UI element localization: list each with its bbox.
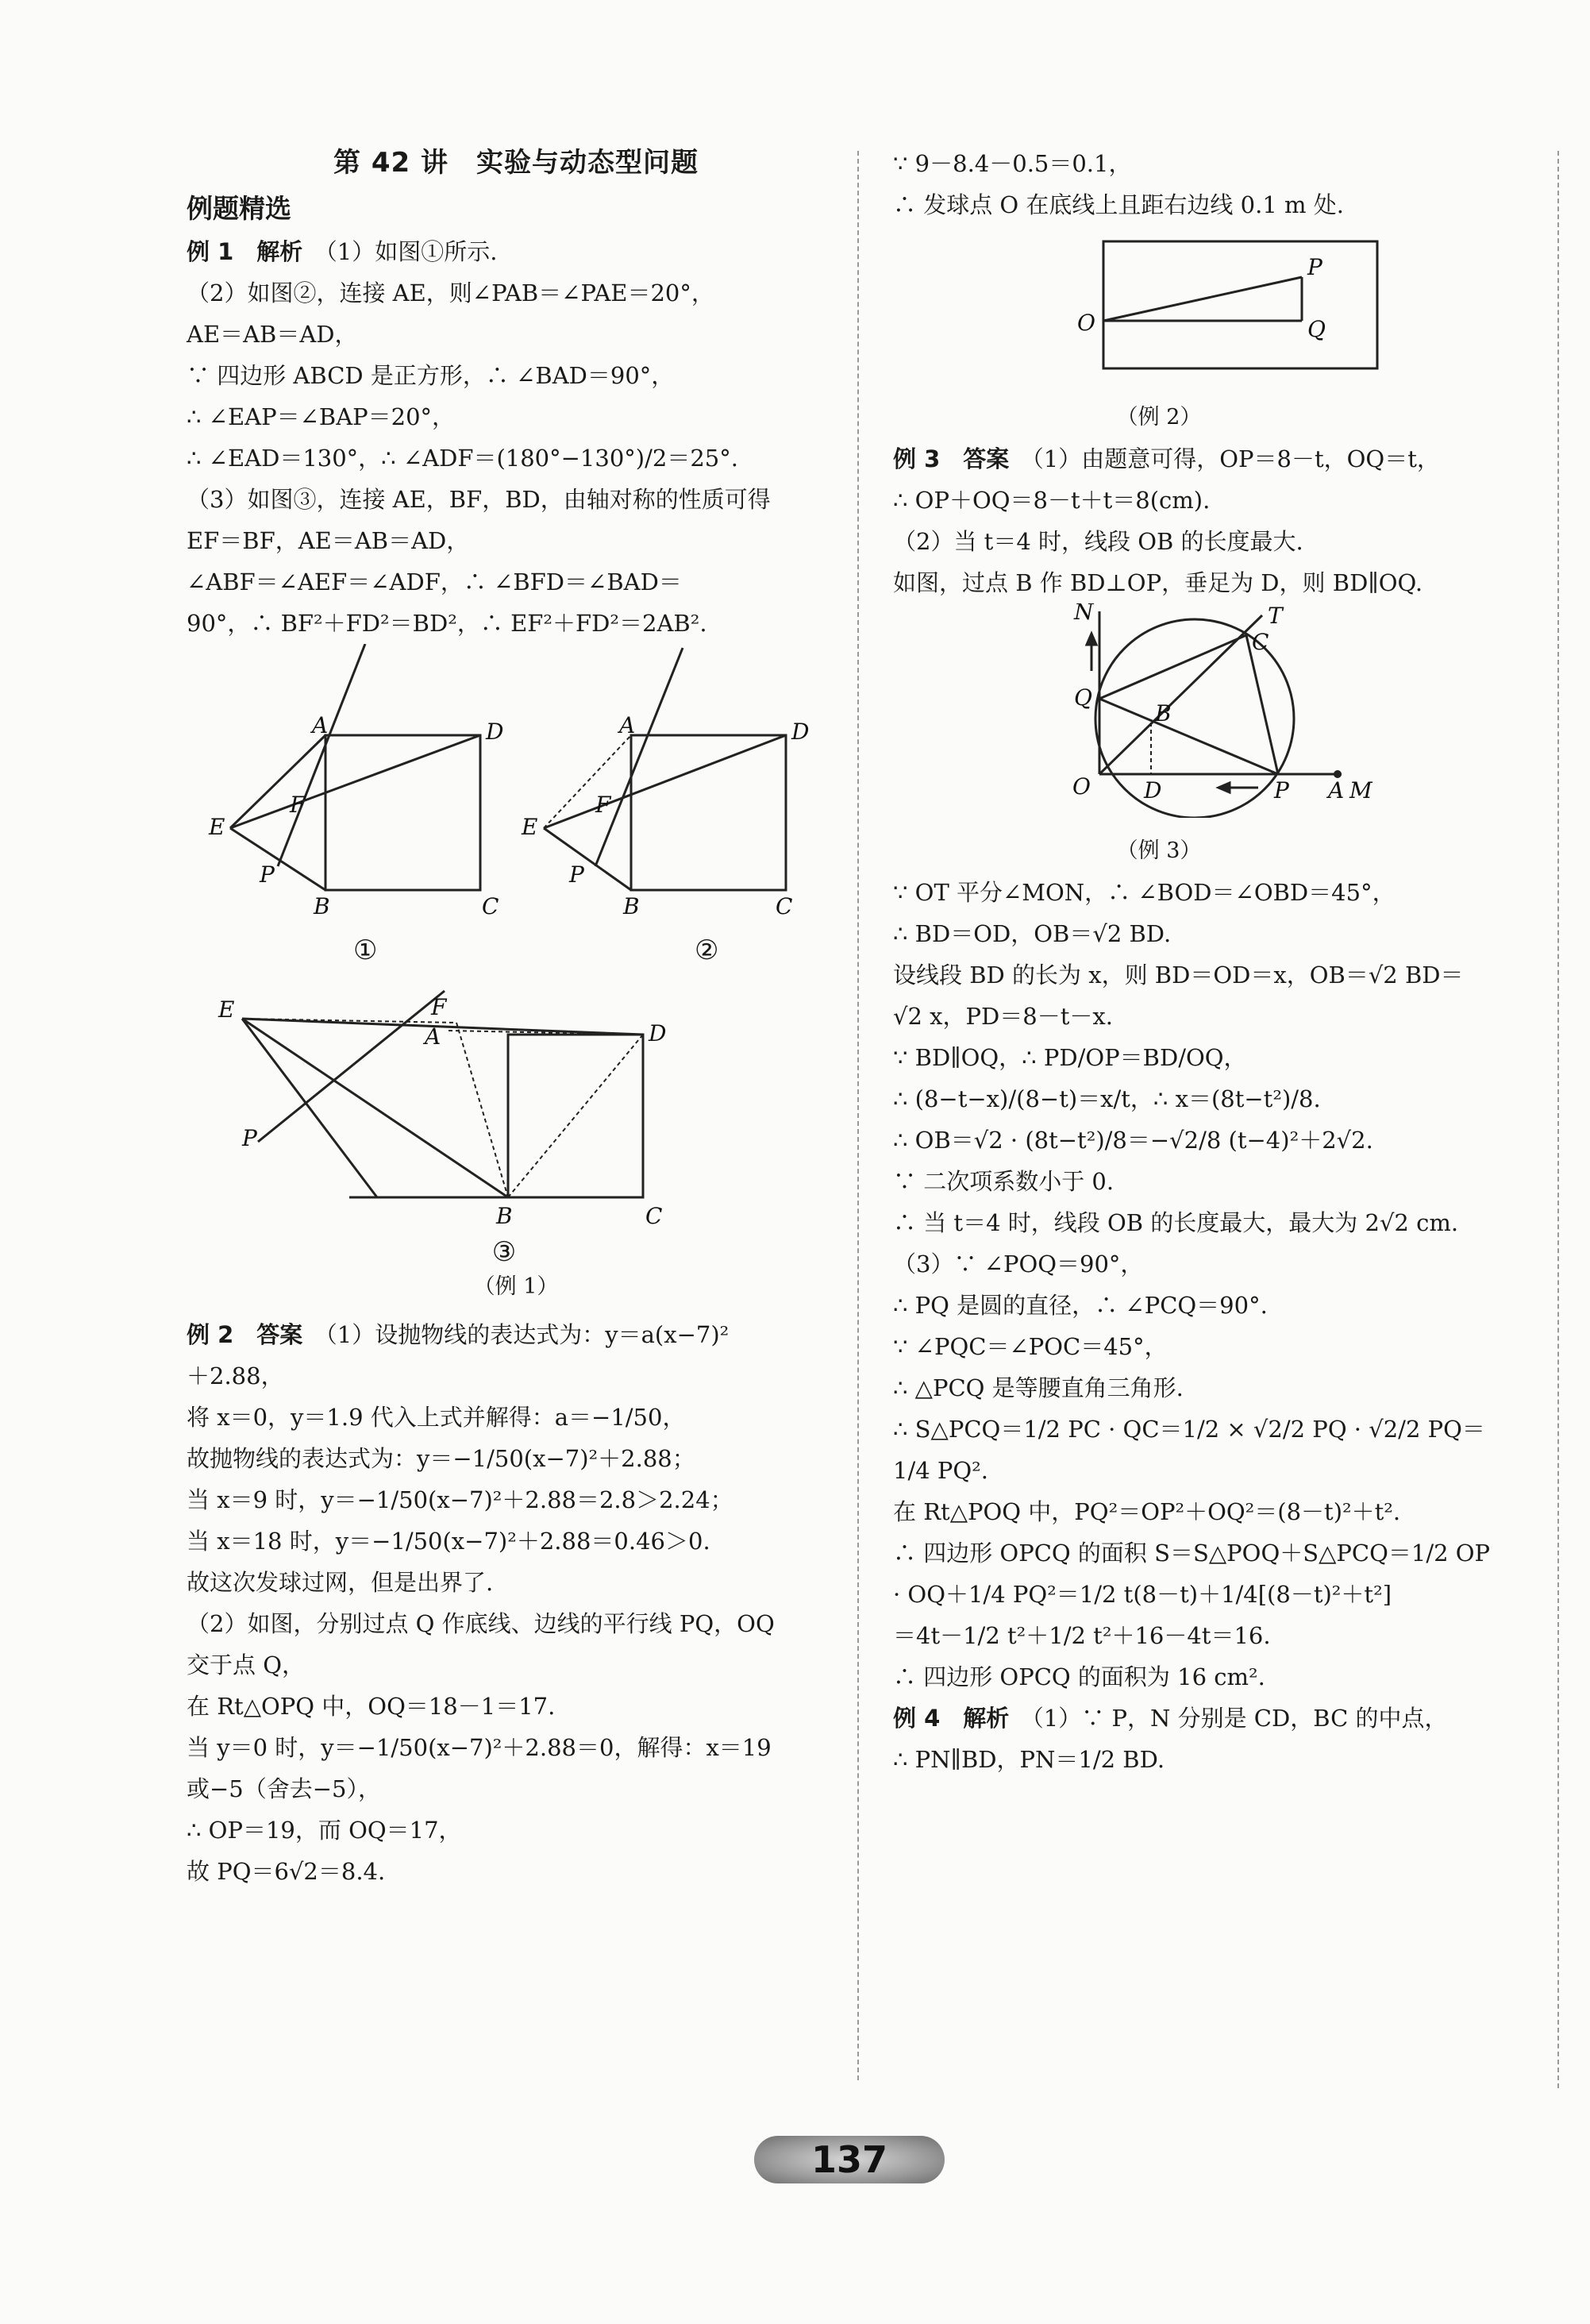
fig-ex3-label-c: C (1252, 629, 1269, 655)
example-2-heading: 例 2 答案 (187, 1321, 303, 1348)
example-1-caption: （例 1） (473, 1274, 559, 1299)
fig3-label-e: E (218, 996, 235, 1023)
fig3-label-b: B (496, 1203, 513, 1225)
fig-ex3-label-d: D (1144, 777, 1162, 804)
ex2-cont-line: ∴ 发球点 O 在底线上且距右边线 0.1 m 处. (893, 191, 1344, 218)
ex2-line: 在 Rt△OPQ 中，OQ＝18－1＝17. (187, 1693, 556, 1720)
ex3-line: ∵ BD∥OQ，∴ PD/OP＝BD/OQ， (893, 1044, 1247, 1071)
right-column (893, 143, 1568, 1780)
ex3-line: ∴ PQ 是圆的直径，∴ ∠PCQ＝90°. (893, 1292, 1268, 1319)
ex3-line: · OQ＋1/4 PQ²＝1/2 t(8－t)＋1/4[(8－t)²＋t²] (893, 1581, 1392, 1608)
ex2-line: 当 y＝0 时，y＝−1/50(x−7)²＋2.88＝0，解得：x＝19 (187, 1734, 772, 1761)
ex4-line: （1）∵ P，N 分别是 CD，BC 的中点， (1032, 1705, 1448, 1732)
fig2-label-e: E (522, 814, 538, 840)
ex2-line: ＋2.88， (187, 1362, 284, 1389)
ex1-line: ∵ 四边形 ABCD 是正方形，∴ ∠BAD＝90°， (187, 362, 675, 389)
fig2-label-c: C (776, 893, 793, 919)
ex2-line: ∴ OP＝19，而 OQ＝17， (187, 1817, 462, 1844)
ex3-line: （1）由题意可得，OP＝8－t，OQ＝t， (1032, 445, 1440, 472)
fig-ex2-label-o: O (1077, 310, 1095, 336)
fig-ex3-label-t: T (1268, 603, 1283, 629)
ex3-line: √2 x，PD＝8－t－x. (893, 1003, 1113, 1030)
ex1-line: （1）如图①所示. (325, 238, 498, 265)
ex3-line: ＝4t－1/2 t²＋1/2 t²＋16－4t＝16. (893, 1622, 1271, 1649)
ex3-line: ∴ OB＝√2 · (8t−t²)/8＝−√2/8 (t−4)²＋2√2. (893, 1127, 1373, 1154)
fig-ex3-label-a: A (1328, 777, 1345, 804)
example-2-figure (893, 225, 1568, 384)
ex1-line: （3）如图③，连接 AE，BF，BD，由轴对称的性质可得 (187, 486, 771, 513)
ex3-line: 1/4 PQ². (893, 1457, 989, 1484)
ex3-line: ∴ 四边形 OPCQ 的面积 S＝S△POQ＋S△PCQ＝1/2 OP (893, 1540, 1491, 1567)
fig1-label-c: C (482, 893, 499, 919)
ex2-line: 将 x＝0，y＝1.9 代入上式并解得：a＝−1/50， (187, 1404, 686, 1431)
ex3-line: ∴ (8−t−x)/(8−t)＝x/t，∴ x＝(8t−t²)/8. (893, 1085, 1321, 1112)
ex3-line: ∴ 四边形 OPCQ 的面积为 16 cm². (893, 1663, 1265, 1690)
ex2-line: 故这次发球过网，但是出界了. (187, 1569, 494, 1596)
fig-ex3-label-q: Q (1074, 684, 1092, 711)
fig-ex3-label-p: P (1274, 777, 1289, 804)
fig1-label-b: B (314, 893, 330, 919)
ex1-line: EF＝BF，AE＝AB＝AD， (187, 527, 470, 554)
ex3-line: ∵ ∠PQC＝∠POC＝45°， (893, 1333, 1168, 1360)
ex2-line: 故抛物线的表达式为：y＝−1/50(x−7)²＋2.88； (187, 1445, 695, 1472)
fig2-number: ② (695, 935, 719, 966)
fig1-label-a: A (312, 712, 329, 738)
ex1-line: ∴ ∠EAP＝∠BAP＝20°， (187, 403, 456, 430)
fig3-number: ③ (491, 1236, 517, 1268)
ex1-line: （2）如图②，连接 AE，则∠PAB＝∠PAE＝20°， (187, 279, 714, 306)
ex1-line: ∠ABF＝∠AEF＝∠ADF，∴ ∠BFD＝∠BAD＝ (187, 568, 682, 595)
fig1-number: ① (353, 935, 378, 966)
example-1-figure-3 (187, 987, 845, 1225)
example-1-heading: 例 1 解析 (187, 238, 303, 265)
fig-ex3-label-m: M (1349, 777, 1372, 804)
page-number: 137 (754, 2136, 945, 2183)
fig3-label-d: D (649, 1020, 667, 1046)
ex3-line: （2）当 t＝4 时，线段 OB 的长度最大. (893, 528, 1303, 555)
ex3-line: ∴ 当 t＝4 时，线段 OB 的长度最大，最大为 2√2 cm. (893, 1209, 1459, 1236)
fig2-label-b: B (623, 893, 640, 919)
fig2-label-d: D (791, 719, 810, 745)
example-4-heading: 例 4 解析 (893, 1705, 1010, 1732)
left-column (187, 139, 845, 1892)
fig1-label-f: F (290, 792, 306, 818)
fig3-label-a: A (425, 1023, 441, 1050)
ex4-line: ∴ PN∥BD，PN＝1/2 BD. (893, 1746, 1165, 1773)
fig-ex2-label-q: Q (1307, 316, 1326, 342)
column-divider (857, 151, 859, 2080)
ex1-line: 90°，∴ BF²＋FD²＝BD²，∴ EF²＋FD²＝2AB². (187, 610, 707, 637)
fig1-label-d: D (486, 719, 504, 745)
ex2-line: 交于点 Q， (187, 1651, 305, 1678)
ex2-line: 或−5（舍去−5）， (187, 1775, 381, 1802)
ex1-line: ∴ ∠EAD＝130°，∴ ∠ADF＝(180°−130°)/2＝25°. (187, 445, 738, 472)
ex1-line: AE＝AB＝AD， (187, 321, 358, 348)
ex2-line: 当 x＝9 时，y＝−1/50(x−7)²＋2.88＝2.8＞2.24； (187, 1486, 733, 1513)
ex3-line: （3）∵ ∠POQ＝90°， (893, 1251, 1144, 1278)
fig-ex2-label-p: P (1307, 254, 1322, 280)
page-title: 第 42 讲 实验与动态型问题 (333, 147, 699, 179)
ex2-line: （2）如图，分别过点 Q 作底线、边线的平行线 PQ，OQ (187, 1610, 775, 1637)
ex2-cont-line: ∵ 9－8.4－0.5＝0.1， (893, 150, 1132, 177)
ex3-line: 如图，过点 B 作 BD⊥OP，垂足为 D，则 BD∥OQ. (893, 569, 1423, 596)
fig2-label-f: F (595, 792, 611, 818)
fig-ex3-label-o: O (1072, 773, 1091, 800)
fig2-label-a: A (619, 712, 636, 738)
ex3-line: ∴ △PCQ 是等腰直角三角形. (893, 1374, 1184, 1401)
example-1-figures-top (187, 644, 845, 938)
fig3-label-p: P (242, 1125, 257, 1151)
fig3-label-c: C (645, 1203, 663, 1225)
fig-ex3-label-n: N (1074, 603, 1094, 625)
fig3-label-f: F (431, 994, 447, 1020)
fig-labels-row (187, 935, 845, 987)
example-2-caption: （例 2） (1116, 405, 1202, 430)
example-3-figure (893, 603, 1568, 818)
ex2-line: 故 PQ＝6√2＝8.4. (187, 1858, 386, 1885)
ex2-line: （1）设抛物线的表达式为：y＝a(x−7)² (325, 1321, 730, 1348)
fig-ex3-label-b: B (1155, 700, 1172, 726)
fig1-label-p: P (260, 861, 275, 888)
ex3-line: ∴ BD＝OD，OB＝√2 BD. (893, 920, 1172, 947)
ex3-line: ∴ OP＋OQ＝8－t＋t＝8(cm). (893, 487, 1211, 514)
ex3-line: 在 Rt△POQ 中，PQ²＝OP²＋OQ²＝(8－t)²＋t². (893, 1498, 1401, 1525)
example-3-caption: （例 3） (1116, 838, 1202, 863)
fig2-label-p: P (569, 861, 584, 888)
ex2-line: 当 x＝18 时，y＝−1/50(x−7)²＋2.88＝0.46＞0. (187, 1528, 710, 1555)
ex3-line: ∵ 二次项系数小于 0. (893, 1168, 1115, 1195)
ex3-line: ∴ S△PCQ＝1/2 PC · QC＝1/2 × √2/2 PQ · √2/2 PQ＝ (893, 1416, 1485, 1443)
ex3-line: ∵ OT 平分∠MON，∴ ∠BOD＝∠OBD＝45°， (893, 879, 1396, 906)
ex3-line: 设线段 BD 的长为 x，则 BD＝OD＝x，OB＝√2 BD＝ (893, 962, 1464, 989)
fig1-label-e: E (209, 814, 225, 840)
example-3-heading: 例 3 答案 (893, 445, 1010, 472)
section-heading: 例题精选 (187, 193, 291, 224)
